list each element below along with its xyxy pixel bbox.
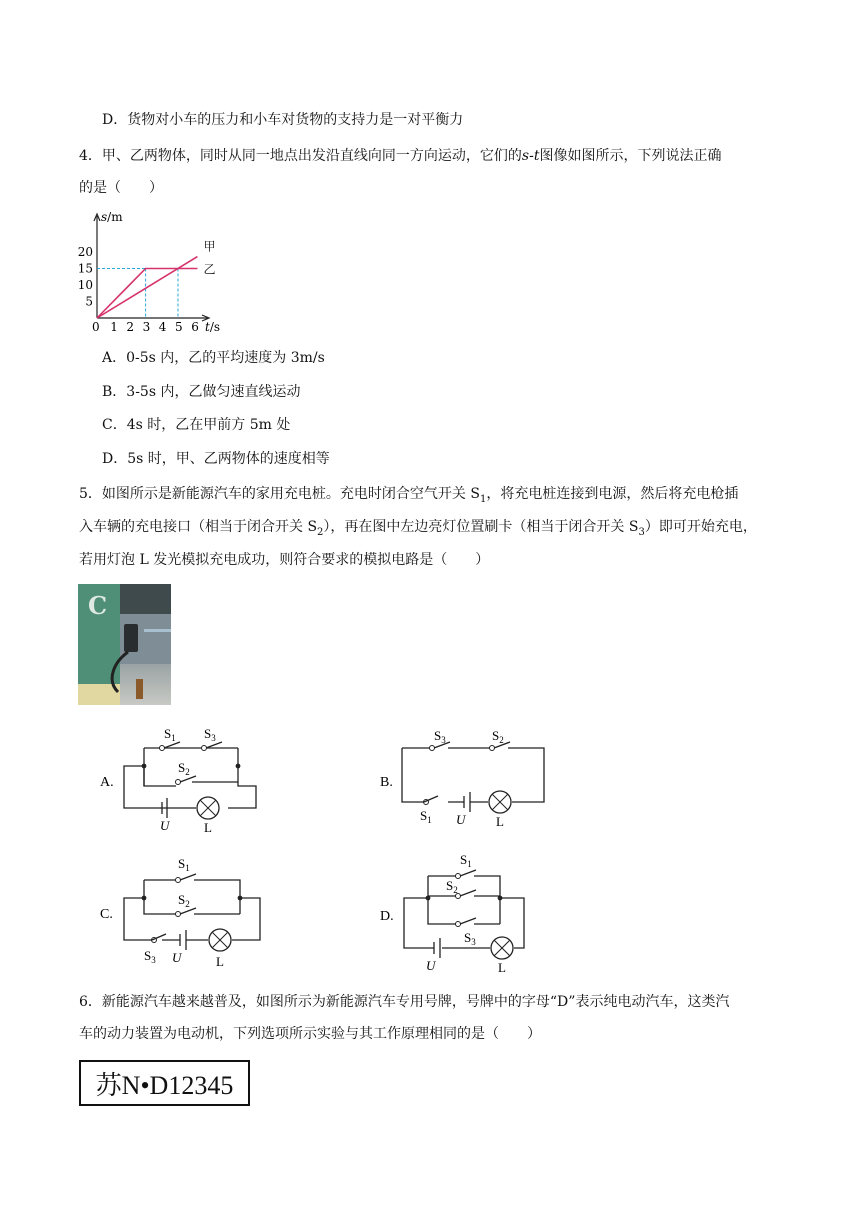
circuit-c-battery xyxy=(180,930,186,950)
circuit-b-label: B. xyxy=(380,775,393,790)
circuit-c-label: C. xyxy=(100,907,113,922)
x-axis-label: t/s xyxy=(205,320,221,334)
circuit-d-s2-label: $S_2$ xyxy=(446,878,458,895)
circuit-d-s1-label: $S_1$ xyxy=(460,852,472,869)
circuit-c-u-label: U xyxy=(172,950,182,965)
circuit-a-lamp-icon xyxy=(197,797,219,819)
q4-stem-line1: 4．甲、乙两物体，同时从同一地点出发沿直线向同一方向运动，它们的s-t图像如图所示，下列说法正确 xyxy=(79,148,722,164)
x-tick-6: 6 xyxy=(191,320,199,334)
q4-option-d: D．5s 时，甲、乙两物体的速度相等 xyxy=(102,451,330,467)
x-tick-0: 0 xyxy=(92,320,100,334)
circuit-a-s3-label: $S_3$ xyxy=(204,726,216,743)
circuit-a-u-label: U xyxy=(160,818,170,833)
q4-stem-line2: 的是（ ） xyxy=(79,180,163,196)
circuit-c-s3-switch xyxy=(152,934,167,943)
circuit-c-s2-label: $S_2$ xyxy=(178,892,190,909)
q5-stem-line3: 若用灯泡 L 发光模拟充电成功，则符合要求的模拟电路是（ ） xyxy=(79,552,490,568)
circuit-c-s3-label: $S_3$ xyxy=(144,948,156,965)
series-line-0 xyxy=(97,257,197,318)
circuit-d-s3-label: $S_3$ xyxy=(464,930,476,947)
circuit-a-l-label: L xyxy=(204,820,212,835)
circuit-a-label: A. xyxy=(100,775,114,790)
circuit-b-u-label: U xyxy=(456,812,466,827)
x-tick-3: 3 xyxy=(142,320,151,334)
circuit-a-s2-switch xyxy=(176,776,197,785)
circuit-c-s2-switch xyxy=(176,908,197,917)
circuit-c-lamp-icon xyxy=(209,929,231,951)
y-tick-20: 20 xyxy=(77,245,93,259)
license-plate: 苏N•D12345 xyxy=(79,1060,250,1106)
circuit-d-battery xyxy=(434,938,440,958)
circuit-c xyxy=(96,848,286,976)
q5-stem-line1: 5．如图所示是新能源汽车的家用充电桩。充电时闭合空气开关 $S_1$，将充电桩连接到电源，然后将充电枪插 xyxy=(79,486,739,505)
circuit-a-s2-label: $S_2$ xyxy=(178,760,190,777)
circuit-b-battery xyxy=(464,792,470,812)
circuit-d-s3-switch xyxy=(456,918,477,927)
x-tick-5: 5 xyxy=(175,320,183,334)
circuit-b-s3-label: $S_3$ xyxy=(434,728,446,745)
circuit-b xyxy=(376,726,566,840)
photo-letter: C xyxy=(88,591,108,620)
circuit-d-l-label: L xyxy=(498,960,506,975)
y-tick-5: 5 xyxy=(85,294,93,309)
y-tick-10: 10 xyxy=(77,278,93,292)
st-chart-svg xyxy=(77,208,230,336)
q4-option-b: B．3-5s 内，乙做匀速直线运动 xyxy=(102,384,301,400)
st-chart xyxy=(77,208,230,336)
circuit-d xyxy=(376,848,566,978)
circuit-d-lamp-icon xyxy=(491,937,513,959)
q4-option-c: C．4s 时，乙在甲前方 5m 处 xyxy=(102,417,291,433)
q4-option-a: A．0-5s 内，乙的平均速度为 3m/s xyxy=(102,350,325,366)
circuit-d-u-label: U xyxy=(426,958,436,973)
x-tick-2: 2 xyxy=(126,320,135,334)
circuit-d-s2-switch xyxy=(456,890,477,899)
series-line-1 xyxy=(97,269,197,319)
circuit-b-lamp-icon xyxy=(489,791,511,813)
q6-stem-line1: 6．新能源汽车越来越普及，如图所示为新能源汽车专用号牌，号牌中的字母“D”表示纯电动汽车，这类汽 xyxy=(79,994,730,1010)
circuit-a-s1-label: $S_1$ xyxy=(164,726,176,743)
q5-stem-line2: 入车辆的充电接口（相当于闭合开关 $S_2$），再在图中左边亮灯位置刷卡（相当于闭合开关 $S_3$）即可开始充电， xyxy=(79,519,757,538)
q6-stem-line2: 车的动力装置为电动机，下列选项所示实验与其工作原理相同的是（ ） xyxy=(79,1026,541,1042)
circuit-b-s1-label: $S_1$ xyxy=(420,808,432,825)
circuit-c-s1-label: $S_1$ xyxy=(178,856,190,873)
x-tick-1: 1 xyxy=(110,320,118,334)
circuit-a-s1-switch xyxy=(160,742,181,751)
circuit-b-s2-label: $S_2$ xyxy=(492,728,504,745)
st-italic: s-t xyxy=(521,148,540,164)
y-tick-15: 15 xyxy=(77,261,93,276)
charging-pile-photo xyxy=(78,584,171,705)
y-axis-label: s/m xyxy=(101,210,123,224)
q3-option-d: D．货物对小车的压力和小车对货物的支持力是一对平衡力 xyxy=(102,112,464,128)
circuit-a xyxy=(96,718,286,842)
circuit-a-s3-switch xyxy=(202,742,223,751)
x-tick-4: 4 xyxy=(158,320,167,334)
circuit-d-s1-switch xyxy=(456,870,477,879)
circuit-d-label: D. xyxy=(380,909,394,924)
circuit-c-s1-switch xyxy=(176,874,197,883)
circuit-b-l-label: L xyxy=(496,814,504,829)
circuit-b-s1-switch xyxy=(424,796,439,805)
circuit-c-l-label: L xyxy=(216,954,224,969)
series-label-1: 乙 xyxy=(203,262,216,277)
series-label-0: 甲 xyxy=(203,239,216,254)
